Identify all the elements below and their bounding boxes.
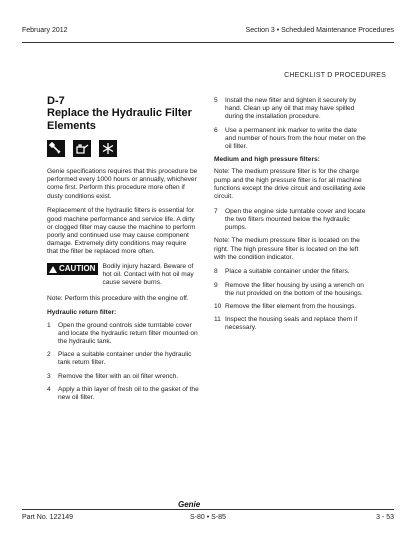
- step-item: 2 Place a suitable container under the hydraulic tank return filter.: [47, 351, 192, 367]
- step-item: 1 Open the ground controls side turntable cover and locate the hydraulic return filter mounted on the hydraulic tank.: [47, 321, 198, 345]
- procedure-number: D-7: [47, 95, 65, 107]
- return-steps-left: [47, 322, 199, 403]
- pressure-note-2: Note: The medium pressure filter is located on the right. The high pressure filter is located on the left with the condition indicator.: [214, 237, 360, 261]
- pressure-note-1: Note: The medium pressure filter is for the charge pump and the high pressure filter is for all machine functions except the drive circuit and oscillating axle circuit.: [214, 168, 366, 201]
- footer-model: S-80 • S-85: [190, 514, 226, 521]
- step-item: 7 Open the engine side turntable cover and locate the two filters mounted below the hydraulic pumps.: [214, 207, 366, 232]
- step-item: 6 Use a permanent ink marker to write the date and number of hours from the hour meter on the oil filter.: [214, 126, 366, 151]
- caution-label: CAUTION: [59, 264, 96, 274]
- wrench-icon: [47, 140, 65, 157]
- caution-text: Bodily injury hazard. Beware of hot oil. Contact with hot oil may cause severe burns.: [102, 263, 194, 287]
- pressure-filter-heading: Medium and high pressure filters:: [214, 156, 320, 164]
- brand-logo: Genie: [178, 500, 201, 509]
- page-footer: [22, 514, 394, 524]
- warning-triangle-icon: [49, 266, 57, 273]
- return-filter-heading: Hydraulic return filter:: [47, 309, 117, 317]
- caution-badge: [47, 263, 98, 275]
- page-header: [22, 27, 394, 37]
- note-engine-off: Note: Perform this procedure with the engine off.: [47, 294, 189, 302]
- procedure-title-line1: Replace the Hydraulic Filter: [47, 107, 192, 119]
- step-item: 8 Place a suitable container under the filters.: [214, 268, 350, 276]
- footer-part-number: Part No. 122149: [22, 514, 73, 521]
- step-item: 4 Apply a thin layer of fresh oil to the gasket of the new oil filter.: [47, 385, 199, 401]
- step-item: 9 Remove the filter housing by using a wrench on the nut provided on the bottom of the housings.: [214, 281, 364, 297]
- step-item: 3 Remove the filter with an oil filter wrench.: [47, 372, 179, 380]
- step-item: 5 Install the new filter and tighten it securely by hand. Clean up any oil that may have spilled during the installation procedure.: [214, 97, 357, 121]
- procedure-title: [47, 107, 199, 132]
- footer-rule: [22, 509, 394, 510]
- header-rule: [22, 42, 394, 43]
- step-item: 10 Remove the filter element from the housings.: [214, 303, 357, 311]
- snowflake-icon: [99, 140, 117, 157]
- header-section: Section 3 • Scheduled Maintenance Procedures: [245, 27, 394, 34]
- step-item: 11 Inspect the housing seals and replace them if necessary.: [214, 316, 358, 332]
- procedure-icons: [47, 140, 199, 157]
- intro-paragraph: Genie specifications requires that this procedure be performed every 1000 hours or annually, whichever come first. Perform this procedure more often if dusty conditions exist.: [47, 168, 198, 200]
- importance-paragraph: Replacement of the hydraulic filters is essential for good machine performance and service life. A dirty or clogged filter may cause the machine to perform poorly and continued use may cause component damage. Extremely dirty conditions may require that the filter be replaced more often.: [47, 207, 196, 256]
- left-column: [47, 95, 199, 407]
- header-date: February 2012: [22, 27, 68, 34]
- right-column: [214, 97, 366, 338]
- checklist-label: CHECKLIST D PROCEDURES: [284, 72, 386, 79]
- caution-block: [47, 263, 199, 288]
- oil-can-icon: [73, 140, 91, 157]
- procedure-title-line2: Elements: [47, 119, 96, 132]
- footer-page-number: 3 - 53: [376, 514, 394, 521]
